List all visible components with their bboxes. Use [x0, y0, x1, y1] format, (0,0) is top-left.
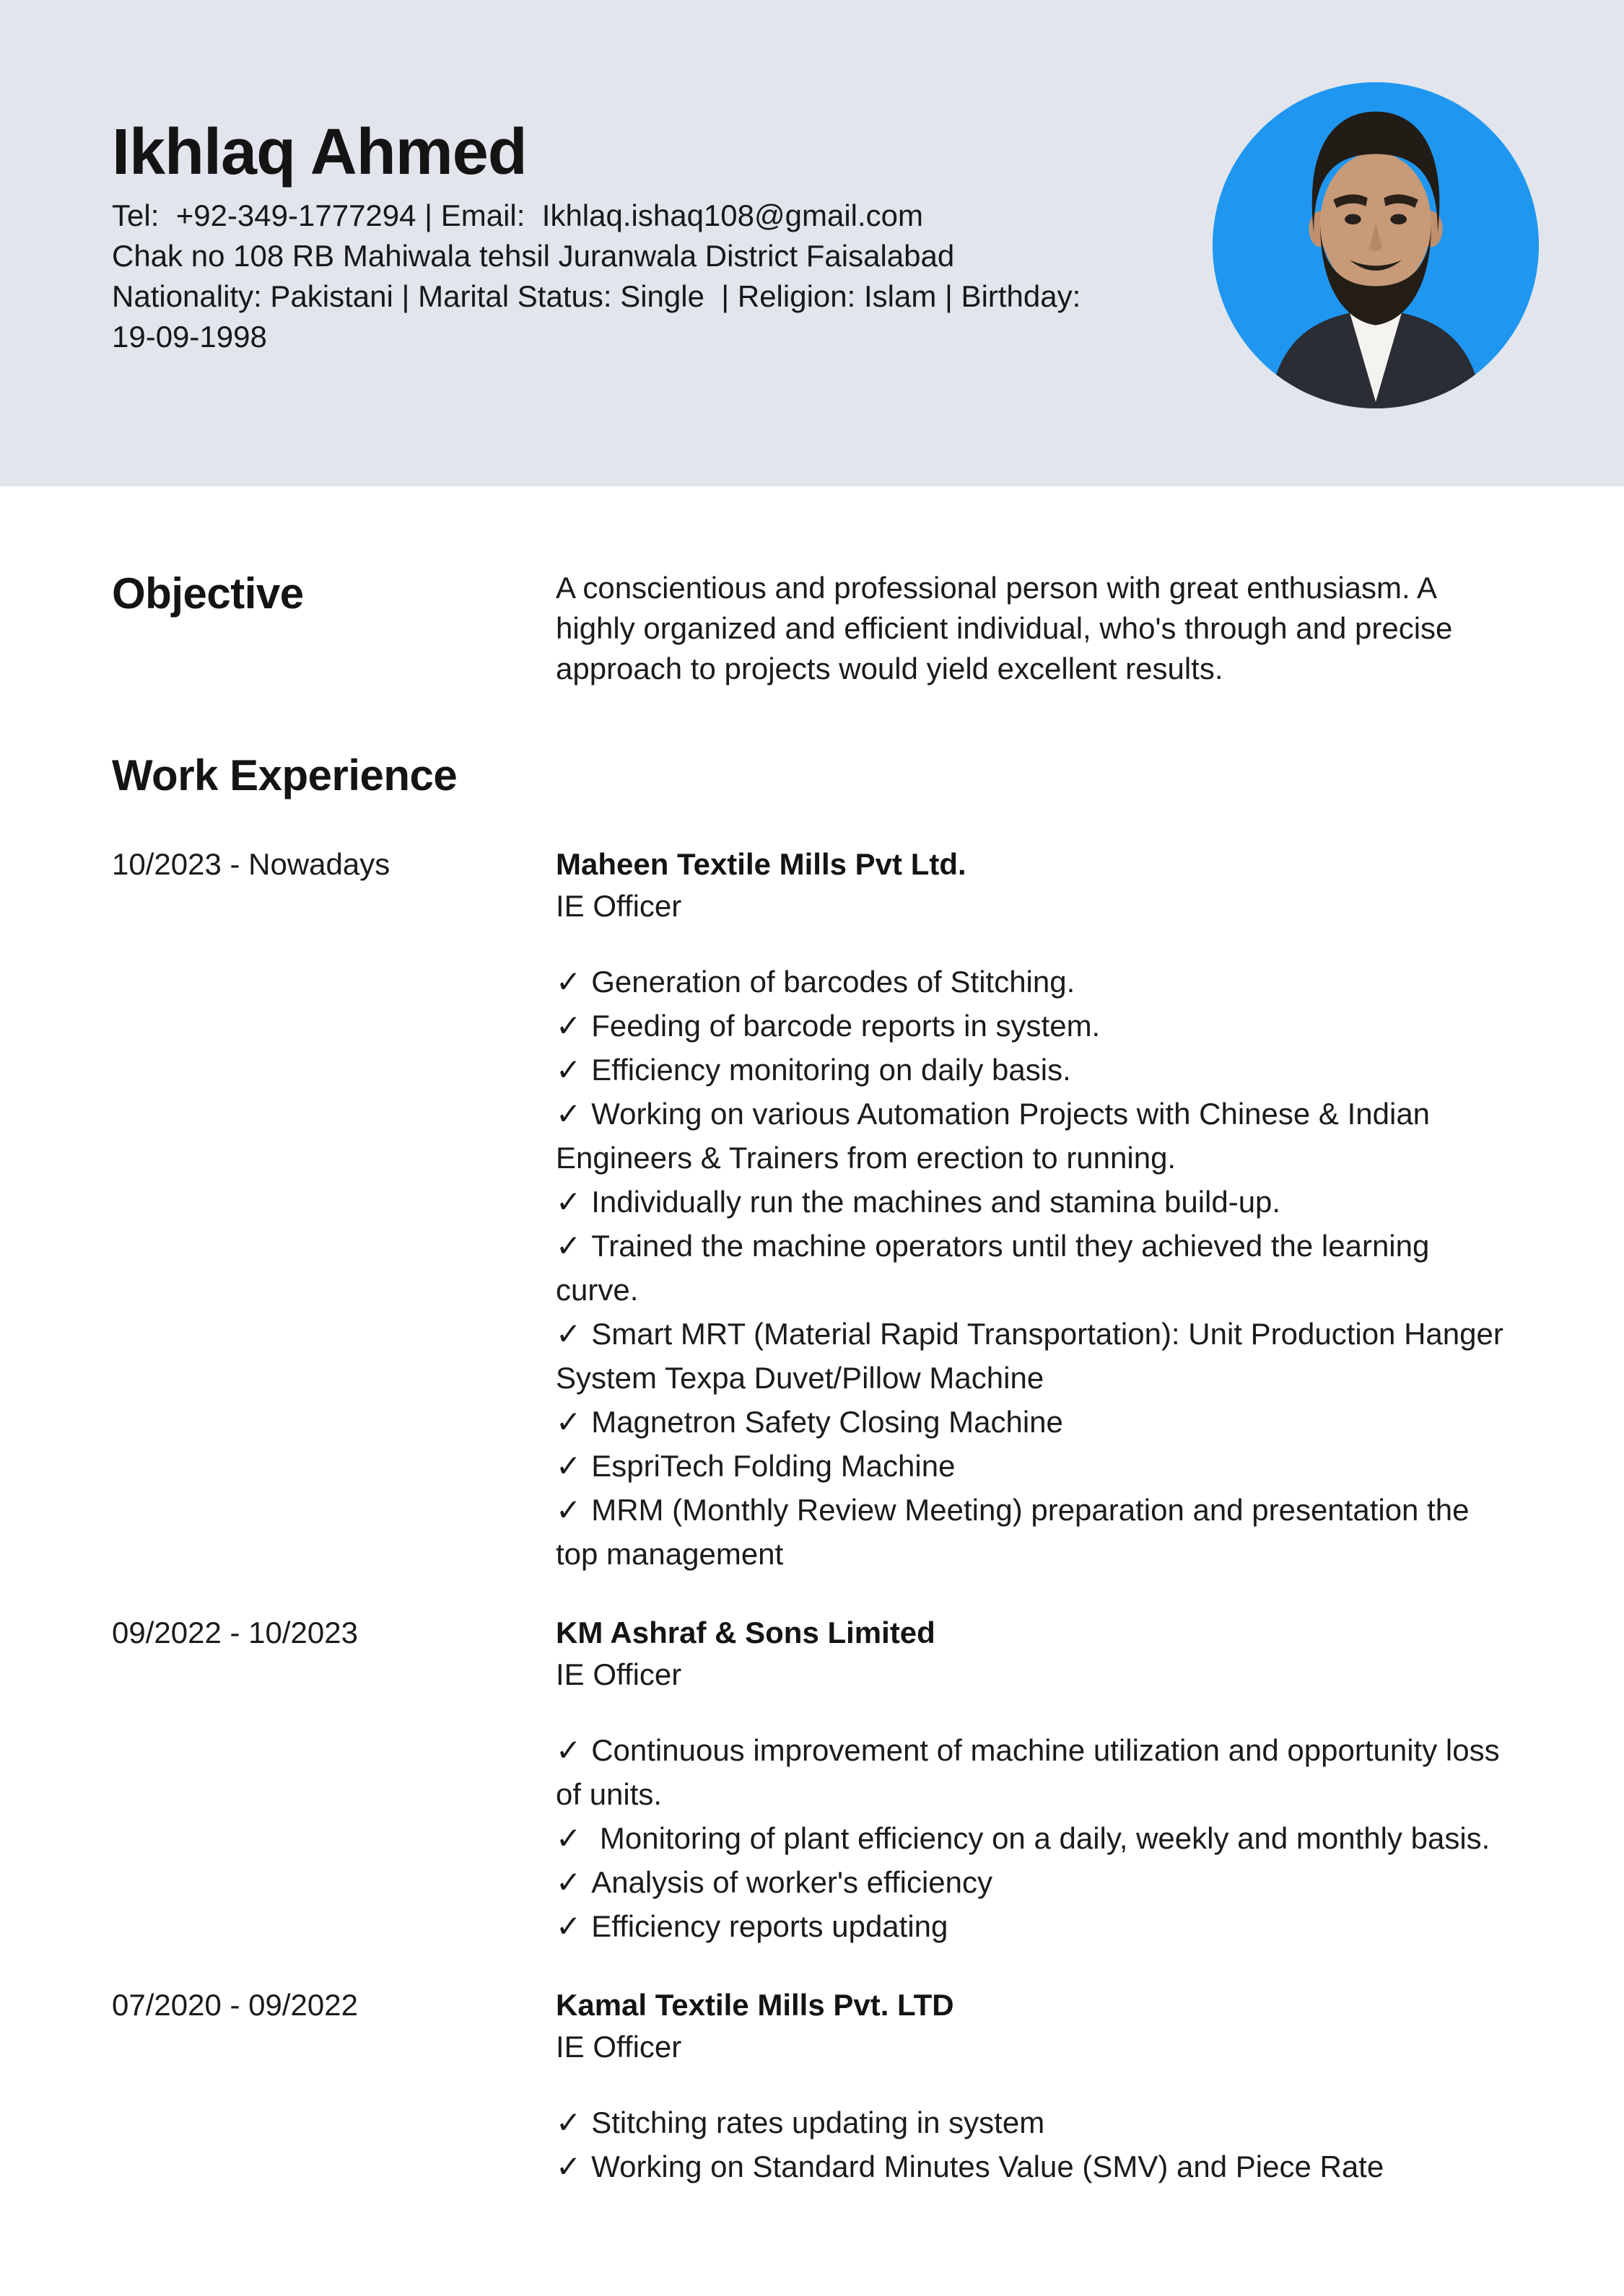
bullet-text: Efficiency reports updating — [591, 1909, 948, 1943]
entry-dates: 09/2022 - 10/2023 — [112, 1616, 358, 1649]
entry-company: Maheen Textile Mills Pvt Ltd. — [556, 847, 966, 881]
bullet-text: Individually run the machines and stamina build-up. — [591, 1185, 1281, 1219]
checkmark-icon: ✓ — [556, 1449, 582, 1483]
bullet-item — [556, 1180, 1506, 1224]
bullet-item — [556, 2100, 1506, 2144]
bullet-text: Magnetron Safety Closing Machine — [591, 1405, 1063, 1439]
bullet-item — [556, 1312, 1512, 1400]
entry-role: IE Officer — [556, 1657, 682, 1691]
bullet-item — [556, 1860, 1506, 1904]
bullet-text: Smart MRT (Material Rapid Transportation): Unit Production Hanger System Texpa Duvet/Pillow Machine — [556, 1317, 1512, 1395]
bullet-item — [556, 1728, 1509, 1816]
entry-company: Kamal Textile Mills Pvt. LTD — [556, 1988, 954, 2022]
bullet-text: Analysis of worker's efficiency — [591, 1865, 992, 1899]
resume-body — [0, 568, 1624, 2188]
bullet-text: Monitoring of plant efficiency on a daily, weekly and monthly basis. — [591, 1821, 1490, 1855]
bullet-text: Feeding of barcode reports in system. — [591, 1009, 1101, 1043]
work-entry — [112, 844, 1624, 1576]
bullet-item — [556, 1400, 1506, 1444]
bullet-text: EspriTech Folding Machine — [591, 1449, 956, 1483]
bullet-item — [556, 1048, 1506, 1092]
bullet-item — [556, 1816, 1506, 1860]
entry-bullets — [556, 1728, 1509, 1948]
person-name: Ikhlaq Ahmed — [112, 116, 527, 188]
checkmark-icon: ✓ — [556, 1821, 582, 1855]
checkmark-icon: ✓ — [556, 1405, 582, 1439]
entry-role: IE Officer — [556, 2030, 682, 2064]
entry-role: IE Officer — [556, 889, 682, 923]
work-experience-heading: Work Experience — [112, 751, 458, 799]
contact-line: Nationality: Pakistani | Marital Status: Single | Religion: Islam | Birthday: — [112, 279, 1081, 313]
checkmark-icon: ✓ — [556, 1009, 582, 1043]
bullet-item — [556, 1444, 1506, 1488]
checkmark-icon: ✓ — [556, 1733, 582, 1767]
bullet-item — [556, 1488, 1506, 1576]
section-work-experience — [112, 750, 1624, 2188]
work-entry — [112, 1984, 1624, 2188]
section-objective — [112, 568, 1624, 689]
contact-line: Tel: +92-349-1777294 | Email: Ikhlaq.ishaq108@gmail.com — [112, 198, 924, 232]
bullet-item — [556, 1224, 1506, 1312]
profile-photo — [1213, 82, 1539, 408]
checkmark-icon: ✓ — [556, 1229, 582, 1263]
entry-bullets — [556, 960, 1512, 1576]
bullet-text: Working on various Automation Projects with Chinese & Indian Engineers & Trainers from erection to running. — [556, 1097, 1439, 1175]
entry-dates: 10/2023 - Nowadays — [112, 847, 390, 881]
entry-dates: 07/2020 - 09/2022 — [112, 1988, 358, 2022]
checkmark-icon: ✓ — [556, 965, 582, 999]
checkmark-icon: ✓ — [556, 1317, 582, 1351]
checkmark-icon: ✓ — [556, 2106, 582, 2139]
checkmark-icon: ✓ — [556, 1865, 582, 1899]
checkmark-icon: ✓ — [556, 1185, 582, 1219]
bullet-text: Working on Standard Minutes Value (SMV) and Piece Rate — [591, 2150, 1384, 2183]
bullet-item — [556, 2144, 1506, 2188]
entry-company: KM Ashraf & Sons Limited — [556, 1616, 935, 1649]
entry-bullets — [556, 2100, 1506, 2188]
contact-line: Chak no 108 RB Mahiwala tehsil Juranwala District Faisalabad — [112, 239, 955, 273]
header — [0, 0, 1624, 486]
entry-content — [556, 1984, 1506, 2188]
checkmark-icon: ✓ — [556, 1053, 582, 1087]
bullet-item — [556, 1904, 1506, 1948]
bullet-item — [556, 1004, 1506, 1048]
bullet-text: Generation of barcodes of Stitching. — [591, 965, 1075, 999]
work-entry — [112, 1612, 1624, 1948]
checkmark-icon: ✓ — [556, 2150, 582, 2183]
contact-line: 19-09-1998 — [112, 320, 267, 354]
checkmark-icon: ✓ — [556, 1097, 582, 1131]
objective-text: A conscientious and professional person with great enthusiasm. A highly organized and efficient individual, who's through and precise approach to projects would yield excellent results. — [556, 571, 1453, 685]
bullet-text: Stitching rates updating in system — [591, 2106, 1045, 2139]
objective-heading: Objective — [112, 569, 304, 618]
checkmark-icon: ✓ — [556, 1909, 582, 1943]
work-heading-row — [112, 750, 1624, 802]
checkmark-icon: ✓ — [556, 1493, 582, 1527]
bullet-text: Continuous improvement of machine utilization and opportunity loss of units. — [556, 1733, 1509, 1811]
portrait-illustration — [1213, 82, 1539, 408]
entry-content — [556, 1612, 1509, 1948]
bullet-item — [556, 1092, 1506, 1180]
bullet-text: Trained the machine operators until they achieved the learning curve. — [556, 1229, 1439, 1307]
work-entries — [112, 844, 1624, 2188]
bullet-text: MRM (Monthly Review Meeting) preparation and presentation the top management — [556, 1493, 1478, 1571]
entry-content — [556, 844, 1512, 1576]
bullet-item — [556, 960, 1506, 1004]
bullet-text: Efficiency monitoring on daily basis. — [591, 1053, 1071, 1087]
